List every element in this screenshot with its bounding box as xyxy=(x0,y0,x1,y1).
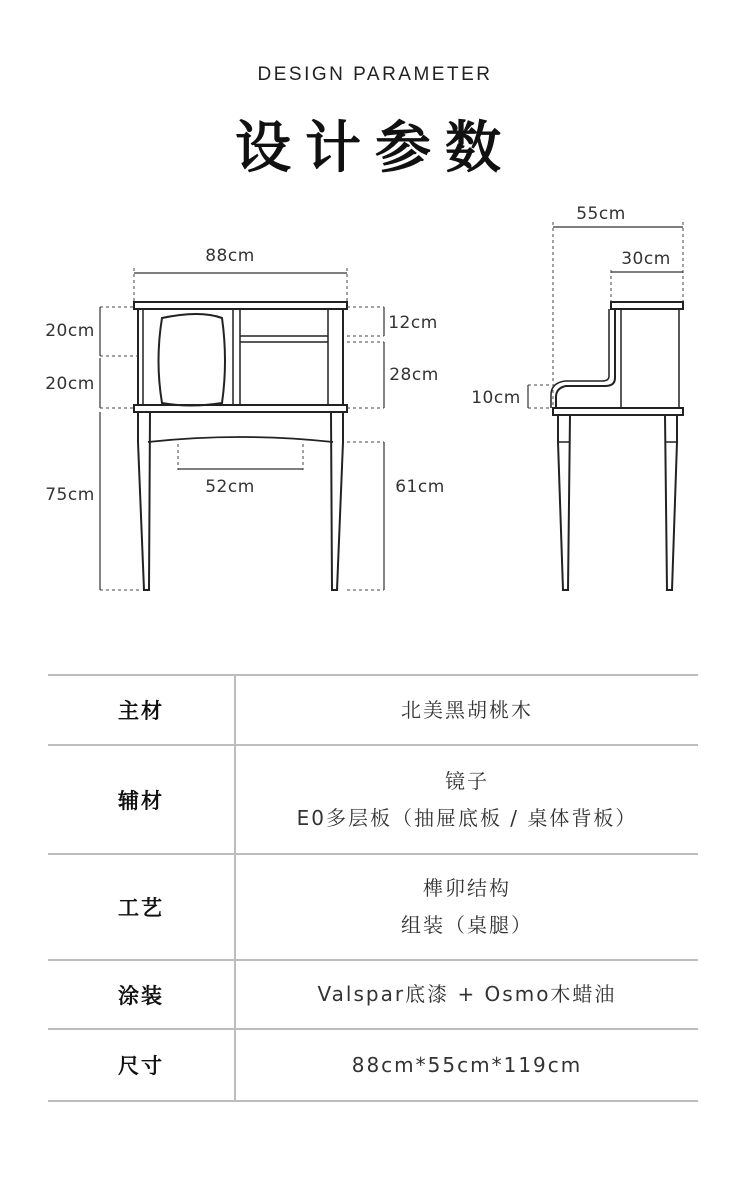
dim-leg-clearance: 61cm xyxy=(395,477,445,497)
spec-label: 涂装 xyxy=(48,960,235,1029)
front-view-drawing xyxy=(134,302,347,590)
dim-side-top-depth: 30cm xyxy=(621,249,671,269)
front-leg-left xyxy=(138,412,150,590)
dim-step-height: 10cm xyxy=(471,388,521,408)
section-title-en: DESIGN PARAMETER xyxy=(257,64,493,85)
front-apron xyxy=(138,412,343,442)
spec-table xyxy=(48,674,698,1102)
side-profile-inner xyxy=(551,309,609,408)
front-mirror xyxy=(159,314,226,406)
dim-shelf-top: 12cm xyxy=(388,313,438,333)
dim-front-width: 88cm xyxy=(205,246,255,266)
spec-row-size xyxy=(48,1029,698,1101)
spec-value: 镜子 E0多层板（抽屉底板 / 桌体背板） xyxy=(235,745,698,854)
dim-total-leg: 75cm xyxy=(45,485,95,505)
dim-drawer-bottom: 20cm xyxy=(45,374,95,394)
spec-value: 榫卯结构 组装（桌腿） xyxy=(235,854,698,960)
spec-value: 北美黑胡桃木 xyxy=(235,675,698,745)
side-panel xyxy=(621,309,679,408)
front-shelf xyxy=(240,336,328,342)
side-view-drawing xyxy=(551,302,683,590)
front-bottom-board xyxy=(134,405,347,412)
spec-row-craft xyxy=(48,854,698,960)
spec-label: 尺寸 xyxy=(48,1029,235,1101)
spec-label: 工艺 xyxy=(48,854,235,960)
spec-row-aux-material xyxy=(48,745,698,854)
front-leg-right xyxy=(331,412,343,590)
dim-side-depth: 55cm xyxy=(576,204,626,224)
front-top-board xyxy=(134,302,347,309)
side-profile-outer xyxy=(556,309,615,408)
spec-value: 88cm*55cm*119cm xyxy=(235,1029,698,1101)
dim-crossbar-width: 52cm xyxy=(205,477,255,497)
spec-label: 主材 xyxy=(48,675,235,745)
section-title-cn: 设计参数 xyxy=(235,116,515,181)
dim-shelf-bottom: 28cm xyxy=(389,365,439,385)
side-top-board xyxy=(611,302,683,309)
front-panel-borders xyxy=(143,309,328,405)
spec-label: 辅材 xyxy=(48,745,235,854)
spec-row-finish xyxy=(48,960,698,1029)
dim-drawer-top: 20cm xyxy=(45,321,95,341)
spec-row-main-material xyxy=(48,675,698,745)
spec-value: Valspar底漆 + Osmo木蜡油 xyxy=(235,960,698,1029)
side-bottom-board xyxy=(553,408,683,415)
